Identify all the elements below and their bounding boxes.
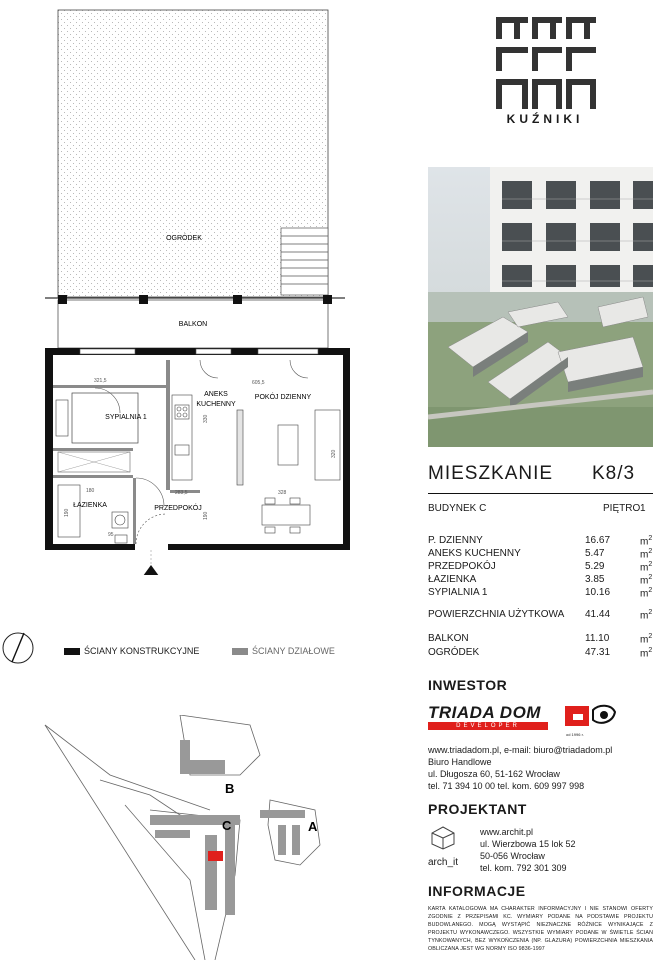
info-heading: INFORMACJE [428, 883, 526, 899]
garden-stairs [281, 228, 328, 295]
room-name: ANEKS KUCHENNY [428, 548, 521, 559]
investor-heading: INWESTOR [428, 677, 508, 693]
building-label-a: A [308, 819, 318, 834]
usable-area-row: POWIERZCHNIA UŻYTKOWA 41.44 $m^2$ [428, 609, 653, 622]
designer-contact-1: www.archit.pl [480, 827, 534, 837]
room-name: PRZEDPOKÓJ [428, 561, 496, 572]
room-area: 5.47 [585, 548, 605, 559]
info-text: KARTA KATALOGOWA MA CHARAKTER INFORMACYJNY I NIE STANOWI OFERTY ZGODNIE Z PRZEPISAMI KC. WYMIARY PODANE NA PODSTAWIE PROJEKTU BUDOWLANEGO. MOGĄ WYSTĄPIĆ NIEZNACZNE RÓŻNICE WYNIKAJĄCE Z PROJEKTU WYKONAWCZEGO. WSZYSTKIE WYMIARY PODANE W ŚWIETLE ŚCIAN TYNKOWANYCH, BEZ WYKOŃCZENIA (NP. GLAZURA) POWIERZCHNIA MIESZKANIA OBLICZANA JEST WG NORMY ISO 9836-1997 [428, 906, 653, 952]
garden-label: OGRÓDEK [166, 235, 202, 242]
dim-bedroom-width: 321,5 [94, 378, 107, 384]
floor-value: 1 [640, 503, 646, 514]
designer-contact-3: 50-056 Wrocław [480, 851, 545, 861]
triada-dom-logo [428, 704, 563, 734]
dim-hall-depth: 190 [203, 511, 209, 520]
building-label: BUDYNEK C [428, 503, 487, 514]
bedroom-label: SYPIALNIA 1 [105, 414, 147, 421]
archit-logo-text: arch_it [428, 857, 459, 868]
investor-contact-3: ul. Długosza 60, 51-162 Wrocław [428, 769, 560, 779]
floor-plan [0, 0, 420, 575]
apartment-location-marker [208, 851, 223, 861]
divider [428, 493, 653, 494]
kuzniki-logo [470, 0, 620, 130]
garden-area-value: 47.31 [585, 647, 611, 658]
compass-icon [0, 628, 40, 668]
balcony-label: BALKON [178, 321, 208, 328]
usable-area-value: 41.44 [585, 609, 611, 620]
room-row: PRZEDPOKÓJ 5.29 $m^2$ [428, 561, 653, 574]
triada-logo-text: TRIADA DOM [428, 703, 541, 722]
apartment-code: K8/3 [592, 463, 636, 484]
building-rendering [428, 167, 653, 447]
room-name: SYPIALNIA 1 [428, 587, 488, 598]
triada-since: od 1996 r. [566, 732, 584, 737]
structural-wall-swatch [64, 648, 80, 655]
building-label-c: C [222, 818, 232, 833]
dim-living-lower: 328 [278, 490, 287, 496]
site-map [40, 715, 340, 960]
archit-cube-icon [430, 826, 456, 850]
designer-contact-2: ul. Wierzbowa 15 lok 52 [480, 839, 576, 849]
designer-contact-4: tel. kom. 792 301 309 [480, 863, 567, 873]
dim-living-width: 605,5 [252, 380, 265, 386]
bathroom-label: ŁAZIENKA [73, 502, 107, 509]
hallway-label: PRZEDPOKÓJ [154, 505, 202, 512]
room-name: P. DZIENNY [428, 535, 483, 546]
building-label-b: B [225, 781, 235, 796]
room-area: 10.16 [585, 587, 611, 598]
extra-area-row: OGRÓDEK 47.31 $m^2$ [428, 647, 653, 660]
room-name: ŁAZIENKA [428, 574, 477, 585]
dim-living-depth: 320 [331, 449, 337, 458]
brand-name: KUŹNIKI [506, 112, 584, 126]
room-area: 5.29 [585, 561, 605, 572]
usable-area-label: POWIERZCHNIA UŻYTKOWA [428, 609, 565, 620]
balcony-area-value: 11.10 [585, 633, 610, 644]
investor-contact-4: tel. 71 394 10 00 tel. kom. 609 997 998 [428, 781, 585, 791]
partition-wall-swatch [232, 648, 248, 655]
extra-area-row: BALKON 11.10 $m^2$ [428, 633, 653, 646]
room-row: SYPIALNIA 1 10.16 $m^2$ [428, 587, 653, 600]
balcony-area-label: BALKON [428, 633, 469, 644]
room-area: 3.85 [585, 574, 605, 585]
apartment-title: MIESZKANIE [428, 463, 554, 484]
partition-wall-label: ŚCIANY DZIAŁOWE [252, 646, 335, 656]
building-floor-row [428, 503, 653, 517]
structural-wall-label: ŚCIANY KONSTRUKCYJNE [84, 646, 200, 656]
entrance-arrow [143, 565, 159, 575]
designer-heading: PROJEKTANT [428, 801, 527, 817]
dim-kitchen-depth: 330 [203, 414, 209, 423]
kitchenette-label-1: ANEKS [204, 391, 228, 398]
investor-contact-1: www.triadadom.pl, e-mail: biuro@triadadom.pl [428, 745, 613, 755]
triada-logo-subtext: DEVELOPER [428, 722, 548, 730]
room-row: P. DZIENNY 16.67 $m^2$ [428, 535, 653, 548]
room-row: ŁAZIENKA 3.85 $m^2$ [428, 574, 653, 587]
room-area: 16.67 [585, 535, 611, 546]
kitchenette-label-2: KUCHENNY [196, 401, 236, 408]
room-row: ANEKS KUCHENNY 5.47 $m^2$ [428, 548, 653, 561]
floor-label: PIĘTRO [603, 503, 641, 514]
investor-contact-2: Biuro Handlowe [428, 757, 492, 767]
dim-bath-width: 180 [86, 488, 95, 494]
triada-bull-icon [563, 702, 618, 732]
dim-hall-width: 283,5 [175, 490, 188, 496]
dim-bath-depth: 190 [64, 508, 70, 517]
living-room-label: POKÓJ DZIENNY [254, 394, 312, 401]
dim-closet: 95 [108, 532, 114, 538]
garden-area-label: OGRÓDEK [428, 647, 480, 658]
